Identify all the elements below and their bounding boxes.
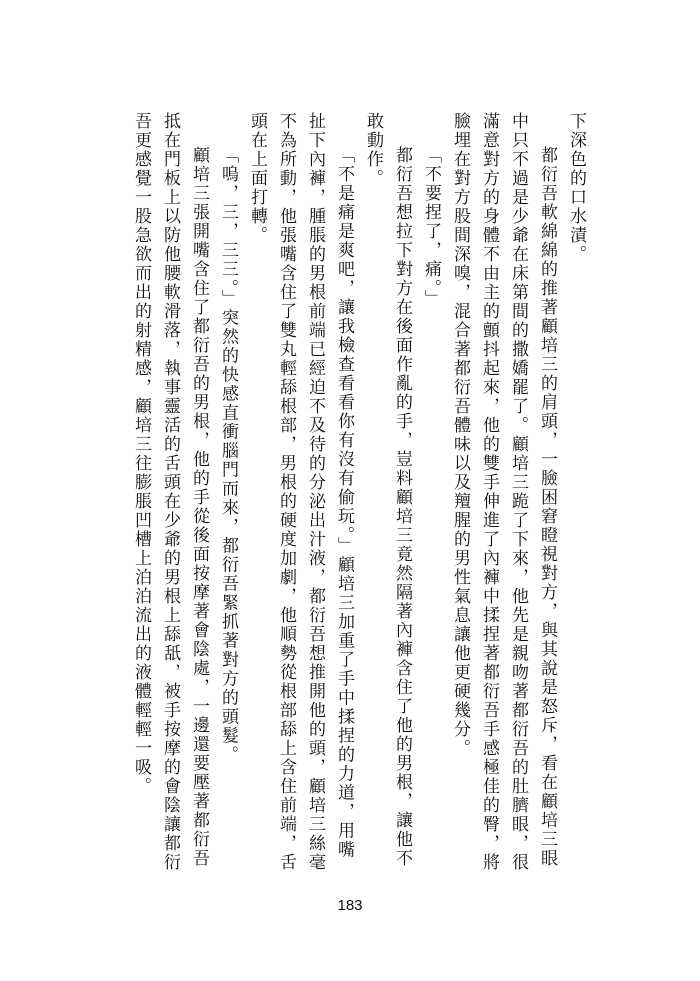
paragraph-7: 顧培三張開嘴含住了都衍吾的男根，他的手從後面按摩著會陰處，一邊還要壓著都衍吾抵在門板上以防他腰軟滑落，執事靈活的舌頭在少爺的男根上舔舐，被手按摩的會陰讓都衍吾更感覺一股急欲而出的射精感，顧培三往膨脹凹槽上泊泊流出的液體輕輕一吸。	[131, 112, 209, 872]
paragraph-4: 都衍吾想拉下對方在後面作亂的手，豈料顧培三竟然隔著內褲含住了他的男根，讓他不敢動作。	[363, 112, 412, 868]
paragraph-3: 「不要捏了，痛。」	[421, 146, 441, 309]
paragraph-2: 都衍吾軟綿綿的推著顧培三的肩頭，一臉困窘瞪視對方，與其說是怒斥，看在顧培三眼中只不過是少爺在床第間的撒嬌罷了。顧培三跪了下來，他先是親吻著都衍吾的肚臍眼，很滿意對方的身體不由主的顫抖起來，他的雙手伸進了內褲中揉捏著都衍吾手感極佳的臀，將臉埋在對方股間深嗅，混合著都衍吾體味以及羶腥的男性氣息讓他更硬幾分。	[450, 112, 557, 872]
paragraph-6: 「嗚，三，三三。」突然的快感直衝腦門而來，都衍吾緊抓著對方的頭髮。	[218, 146, 238, 765]
page-number: 183	[337, 897, 363, 914]
paragraph-1: 下深色的口水漬。	[566, 112, 586, 264]
vertical-text-body	[126, 112, 590, 872]
paragraph-5: 「不是痛是爽吧，讓我檢查看看你有沒有偷玩。」顧培三加重了手中揉捏的力道，用嘴扯下內褲，腫脹的男根前端已經迫不及待的分泌出汁液，都衍吾想推開他的頭，顧培三絲毫不為所動，他張嘴含住了雙丸輕舔根部，男根的硬度加劇，他順勢從根部舔上含住前端，舌頭在上面打轉。	[247, 112, 354, 872]
